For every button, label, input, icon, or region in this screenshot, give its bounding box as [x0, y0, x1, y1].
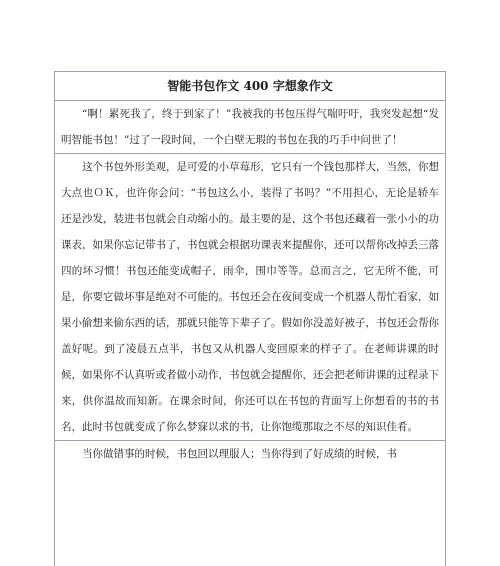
document-title: 智能书包作文 400 字想象作文: [55, 72, 445, 101]
document-table: [54, 71, 446, 566]
paragraph-3: 当你做错事的时候，书包回以理服人；当你得到了好成绩的时候，书: [82, 448, 397, 460]
paragraph-2: 这个书包外形美观，是可爱的小草莓形，它只有一个钱包那样大，当然，你想大点也ＯＫ，也许你会问：“书包这么小，装得了书吗？”不用担心，无论是轿车还是沙发，装进书包就会自动缩小的。最主要的是，这个书包还藏着一张小小的功课表，如果你忘记带书了，书包就会根据功课表来提醒你，还可以帮你改掉丢三落四的坏习惯！书包还能变成帽子，雨伞，围巾等等。总而言之，它无所不能，可是，你要它做坏事是绝对不可能的。书包还会在夜间变成一个机器人帮忙看家，如果小偷想来偷东西的话，那就只能等下辈子了。假如你没盖好被子，书包还会帮你盖好呢。到了凌晨五点半，书包又从机器人变回原来的样子了。在老师讲课的时候，如果你不认真听或者做小动作，书包就会提醒你，还会把老师讲课的过程录下来，供你温故而知新。在课余时间，你还可以在书包的背面写上你想看的书的书名，此时书包就变成了你么梦寐以求的书，让你饱缆那取之不尽的知识佳肴。: [55, 154, 445, 441]
paragraph-1: “啊！累死我了，终于到家了！”我被我的书包压得气喘吁吁，我突发起想“发明智能书包！”过了一段时间，一个白壁无瑕的书包在我的巧手中问世了！: [55, 101, 445, 154]
